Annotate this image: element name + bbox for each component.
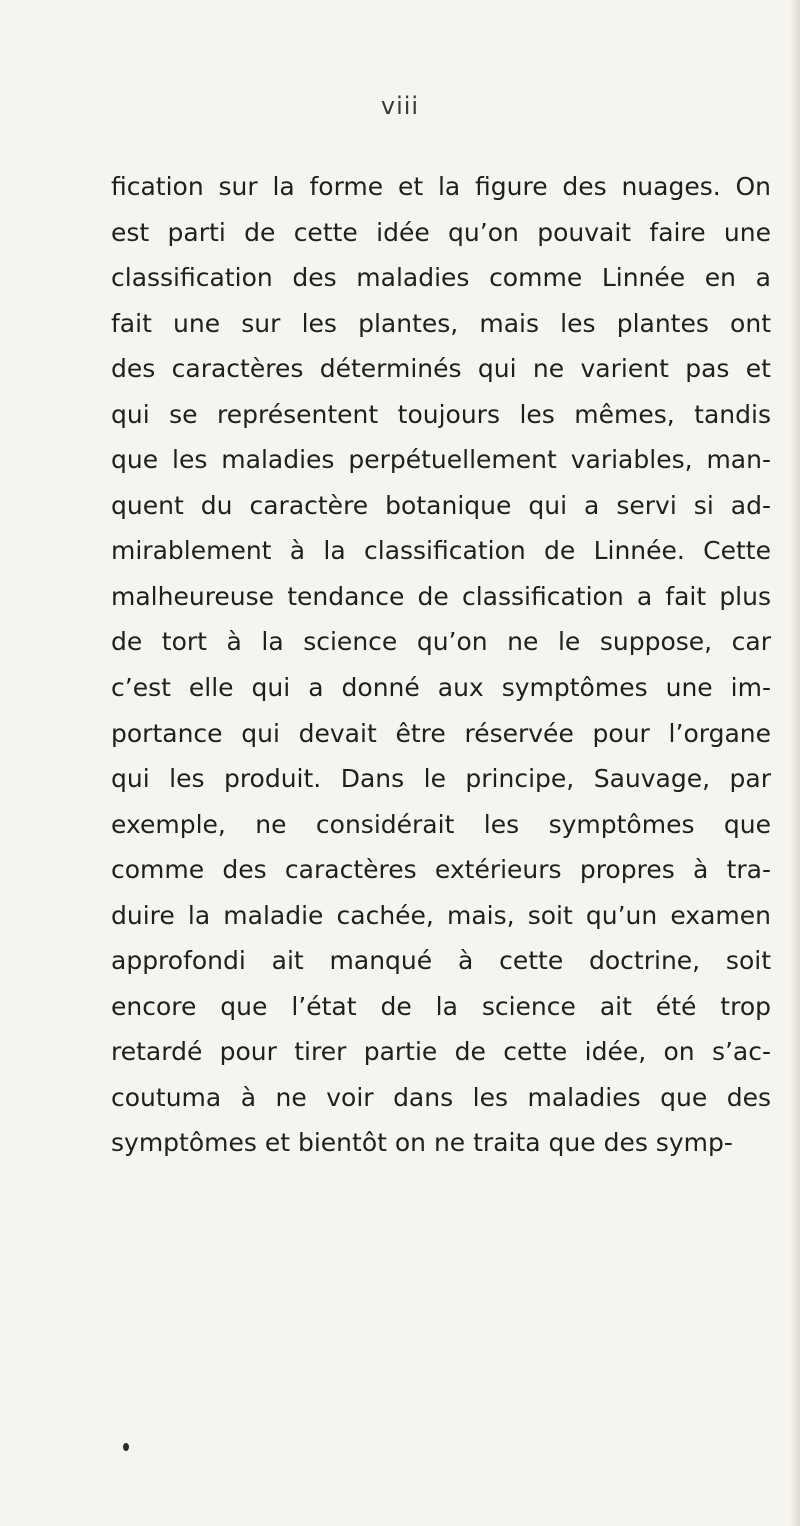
text-line: comme des caractères extérieurs propres à tra- — [111, 855, 771, 885]
text-line: coutuma à ne voir dans les maladies que des — [111, 1082, 771, 1112]
text-line: de tort à la science qu’on ne le suppose, car — [111, 627, 771, 657]
text-line: classification des maladies comme Linnée en a — [111, 263, 771, 293]
text-line: qui les produit. Dans le principe, Sauvage, par — [111, 764, 771, 794]
text-line: approfondi ait manqué à cette doctrine, soit — [111, 946, 771, 976]
text-line: quent du caractère botanique qui a servi si ad- — [111, 490, 771, 520]
text-line: encore que l’état de la science ait été trop — [111, 991, 771, 1021]
page-edge-shadow — [790, 0, 800, 1526]
text-line: fait une sur les plantes, mais les plantes ont — [111, 308, 771, 338]
text-line: duire la maladie cachée, mais, soit qu’un examen — [111, 900, 771, 930]
text-line: portance qui devait être réservée pour l’organe — [111, 718, 771, 748]
text-line: que les maladies perpétuellement variables, man- — [111, 445, 771, 475]
body-text — [111, 164, 771, 1166]
text-line: est parti de cette idée qu’on pouvait faire une — [111, 217, 771, 247]
text-line: c’est elle qui a donné aux symptômes une im- — [111, 673, 771, 703]
text-line: exemple, ne considérait les symptômes que — [111, 809, 771, 839]
page-number: viii — [380, 92, 420, 120]
ink-dot — [123, 1443, 129, 1451]
text-line: des caractères déterminés qui ne varient pas et — [111, 354, 771, 384]
text-line: fication sur la forme et la figure des nuages. On — [111, 172, 771, 201]
text-line: retardé pour tirer partie de cette idée, on s’ac- — [111, 1037, 771, 1067]
text-line: qui se représentent toujours les mêmes, tandis — [111, 399, 771, 429]
text-line: symptômes et bientôt on ne traita que des symp- — [111, 1128, 733, 1158]
text-line: mirablement à la classification de Linnée. Cette — [111, 536, 771, 566]
text-line: malheureuse tendance de classification a fait plus — [111, 581, 771, 611]
